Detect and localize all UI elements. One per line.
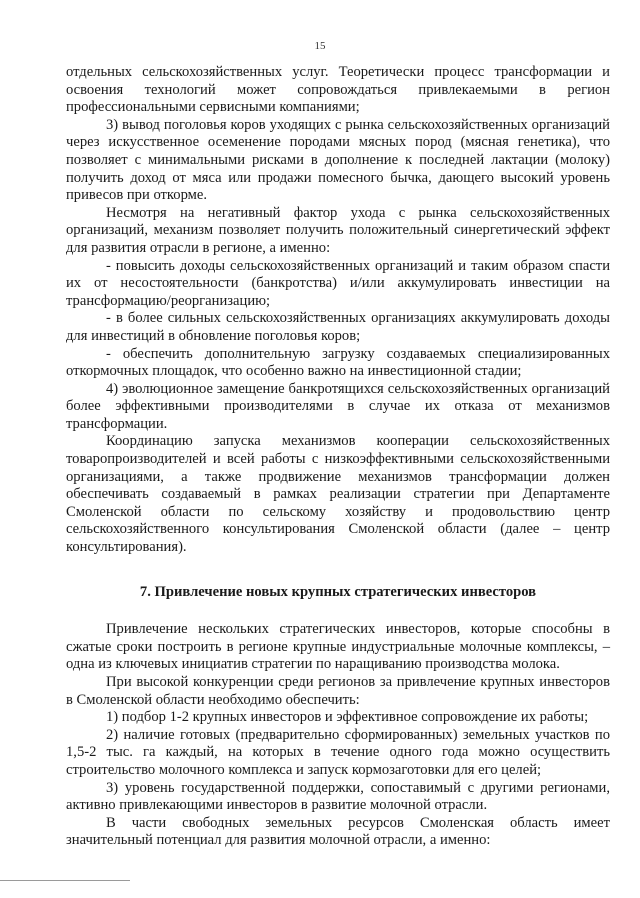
paragraph-synergy-intro: Несмотря на негативный фактор ухода с рынка сельскохозяйственных организаций, механизм позволяет получить положительный синергетический эффект для развития отрасли в регионе, а именно: <box>66 204 610 256</box>
page-body-text <box>66 64 610 850</box>
footnote-separator-line <box>0 880 130 881</box>
paragraph-coordination: Координацию запуска механизмов кооперации сельскохозяйственных товаропроизводителей и всей работы с низкоэффективными сельскохозяйственными организациями, а также продвижение механизмов трансформации должен обеспечивать создаваемый в рамках реализации стратегии при Департаменте Смоленской области по сельскому хозяйству и продовольствию центр сельскохозяйственного консультирования Смоленской области (далее – центр консультирования). <box>66 433 610 556</box>
list-item-3-state-support: 3) уровень государственной поддержки, сопоставимый с другими регионами, активно привлекающими инвесторов в развитие молочной отрасли. <box>66 779 610 814</box>
paragraph-item-3-livestock: 3) вывод поголовья коров уходящих с рынка сельскохозяйственных организаций через искусственное осеменение породами мясных пород (мясная генетика), что позволяет с минимальными рисками в дополнение к последней лактации (молоку) получить доход от мяса или продажи помесного бычка, дающего высокий уровень привесов при откорме. <box>66 116 610 204</box>
list-item-2-land-plots: 2) наличие готовых (предварительно сформированных) земельных участков по 1,5-2 тыс. га каждый, на которых в течение одного года можно осуществить строительство молочного комплекса и запуск кормозаготовки для его целей; <box>66 726 610 778</box>
page-number: 15 <box>314 40 326 52</box>
paragraph-land-resources: В части свободных земельных ресурсов Смоленская область имеет значительный потенциал для развития молочной отрасли, а именно: <box>66 814 610 849</box>
bullet-increase-income: - повысить доходы сельскохозяйственных организаций и таким образом спасти их от несостоятельности (банкротства) и/или аккумулировать инвестиции на трансформацию/реорганизацию; <box>66 257 610 309</box>
paragraph-continued-services: отдельных сельскохозяйственных услуг. Теоретически процесс трансформации и освоения технологий может сопровождаться привлекаемыми в регион профессиональными сервисными компаниями; <box>66 64 610 116</box>
section-title-7: 7. Привлечение новых крупных стратегических инвесторов <box>139 583 537 600</box>
list-item-1-investors: 1) подбор 1-2 крупных инвесторов и эффективное сопровождение их работы; <box>106 709 589 726</box>
bullet-accumulate-income: - в более сильных сельскохозяйственных организациях аккумулировать доходы для инвестиций в обновление поголовья коров; <box>66 310 610 344</box>
bullet-fattening-sites: - обеспечить дополнительную загрузку создаваемых специализированных откормочных площадок, что особенно важно на инвестиционной стадии; <box>66 345 610 380</box>
paragraph-item-4-evolution: 4) эволюционное замещение банкротящихся сельскохозяйственных организаций более эффективными производителями в случае их отказа от механизмов трансформации. <box>66 380 610 432</box>
paragraph-investors-intro: Привлечение нескольких стратегических инвесторов, которые способны в сжатые сроки построить в регионе крупные индустриальные молочные комплексы, – одна из ключевых инициатив стратегии по наращиванию производства молока. <box>66 621 610 673</box>
paragraph-competition: При высокой конкуренции среди регионов за привлечение крупных инвесторов в Смоленской области необходимо обеспечить: <box>66 674 610 708</box>
